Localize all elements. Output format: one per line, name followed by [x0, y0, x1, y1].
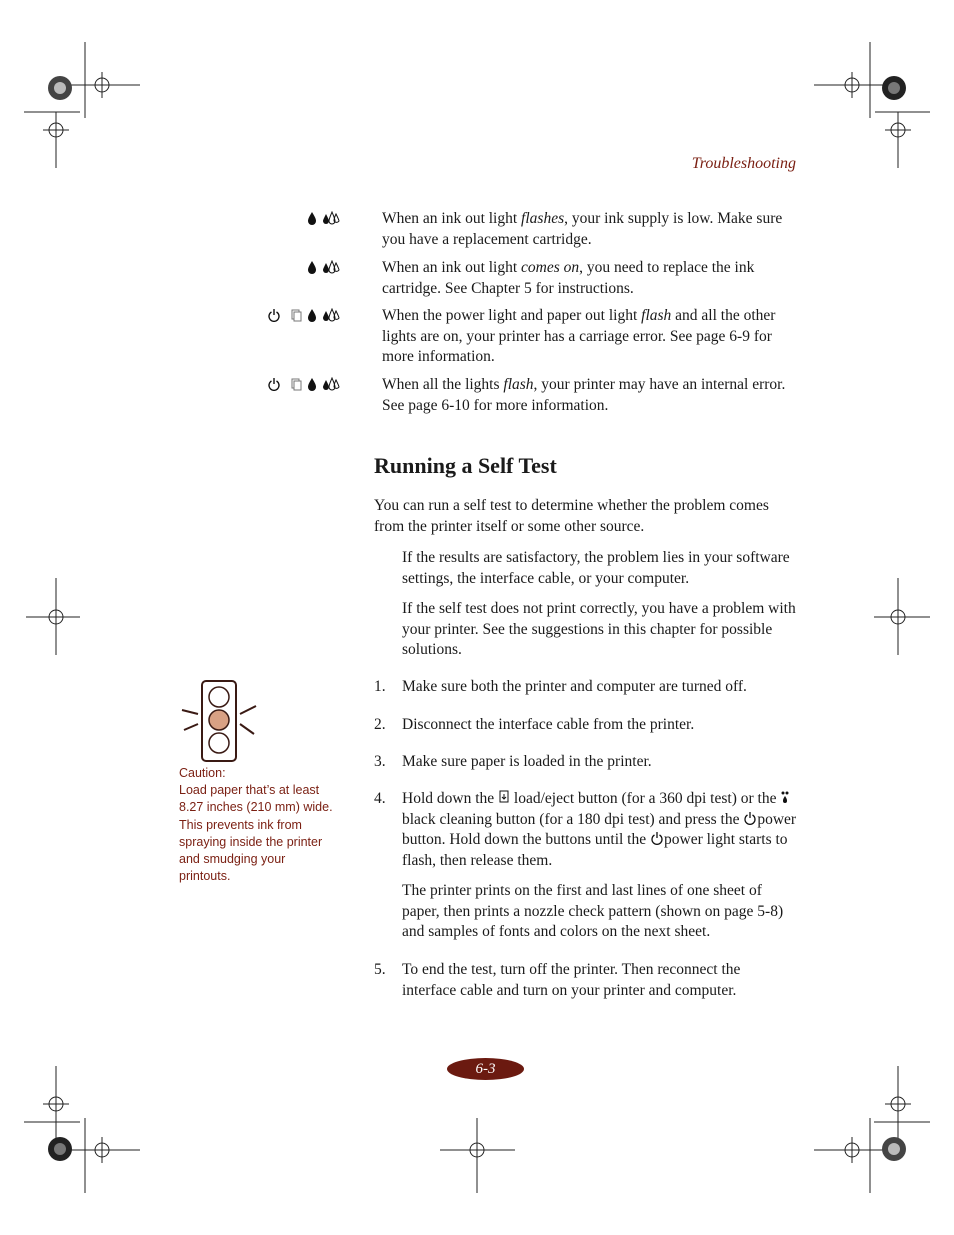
step-extra-text: The printer prints on the first and last lines of one sheet of paper, then prints a nozzle check pattern (shown on page 5-8) and samples of fonts and colors on the next sheet. [402, 882, 784, 940]
color-ink-drops-icon [322, 260, 340, 274]
light-icons [306, 260, 340, 274]
ink-drop-icon [306, 377, 318, 391]
light-icons [306, 211, 340, 225]
color-ink-drops-icon [322, 211, 340, 225]
ink-drop-icon [306, 308, 318, 322]
light-icons [268, 308, 340, 322]
section-intro: You can run a self test to determine whether the problem comes from the printer itself or some other source. [374, 497, 769, 535]
cleaning-icon [780, 790, 790, 804]
caution-text: Load paper that’s at least 8.27 inches (210 mm) wide. This prevents ink from spraying inside the printer and smudging your printouts. [179, 783, 333, 884]
page-number: 6-3 [475, 1060, 496, 1077]
step-number: 1. [374, 678, 386, 695]
light-icons [268, 377, 340, 391]
paper-out-icon [290, 308, 302, 322]
step-number: 5. [374, 961, 386, 978]
section-title: Running a Self Test [374, 453, 557, 478]
page-number-badge [447, 1058, 524, 1080]
step-text: Make sure both the printer and computer are turned off. [402, 678, 747, 695]
step-number: 3. [374, 753, 386, 770]
running-header: Troubleshooting [691, 155, 796, 172]
light-description: When all the lights flash, your printer may have an internal error. See page 6-10 for more information. [382, 376, 786, 414]
step-text: To end the test, turn off the printer. Then reconnect the interface cable and turn on your printer and computer. [402, 961, 741, 999]
power-icon [650, 831, 664, 845]
section-note: If the self test does not print correctly, you have a problem with your printer. See the suggestions in this chapter for possible solutions. [402, 600, 796, 658]
light-description: When an ink out light flashes, your ink supply is low. Make sure you have a replacement cartridge. [382, 210, 783, 248]
load-eject-icon [498, 790, 510, 804]
light-description: When an ink out light comes on, you need to replace the ink cartridge. See Chapter 5 for instructions. [382, 259, 755, 297]
ink-drop-icon [306, 260, 318, 274]
color-ink-drops-icon [322, 308, 340, 322]
caution-label: Caution: [179, 766, 226, 780]
step-text: Hold down the load/eject button (for a 360 dpi test) or the black cleaning button (for a 180 dpi test) and press the power button. Hold down the buttons until the power light starts to flash, then release them. [402, 790, 797, 869]
caution-note [179, 765, 339, 885]
power-icon [268, 308, 280, 322]
power-icon [743, 811, 757, 825]
paper-out-icon [290, 377, 302, 391]
step-text: Disconnect the interface cable from the printer. [402, 716, 695, 733]
ink-drop-icon [306, 211, 318, 225]
step-text: Make sure paper is loaded in the printer. [402, 753, 652, 770]
color-ink-drops-icon [322, 377, 340, 391]
light-description: When the power light and paper out light flash and all the other lights are on, your printer has a carriage error. See page 6-9 for more information. [382, 307, 776, 365]
step-number: 4. [374, 790, 386, 807]
section-note: If the results are satisfactory, the problem lies in your software settings, the interface cable, or your computer. [402, 549, 790, 587]
power-icon [268, 377, 280, 391]
caution-traffic-light-icon [178, 678, 260, 764]
step-number: 2. [374, 716, 386, 733]
